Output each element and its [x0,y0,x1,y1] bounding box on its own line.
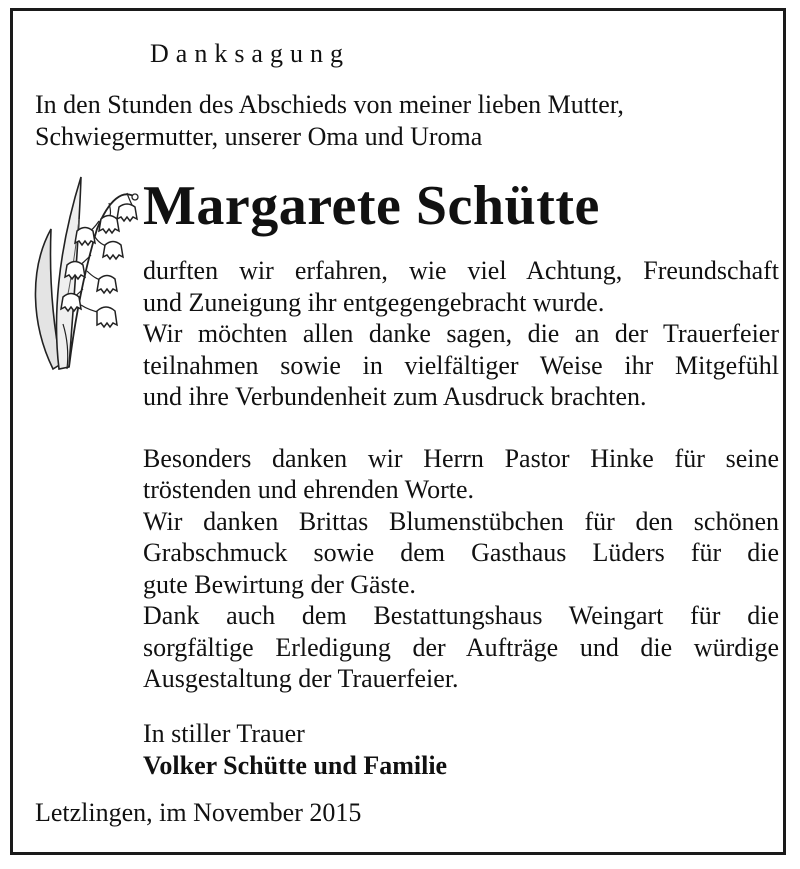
closing-greeting: In stiller Trauer [143,719,305,748]
text-line: teilnahmen sowie in vielfältiger Weise ihr Mitgefühl [143,350,779,380]
text-line: Ausgestaltung der Trauerfeier. [143,664,459,693]
paragraph-gratitude [143,255,779,413]
text-line: sorgfältige Erledigung der Aufträge und die würdige [143,632,779,662]
place-date: Letzlingen, im November 2015 [35,798,362,827]
notice-heading: Danksagung [150,39,350,68]
text-line: tröstenden und ehrenden Worte. [143,475,474,504]
text-line: Besonders danken wir Herrn Pastor Hinke für seine [143,443,779,473]
obituary-notice [10,8,786,855]
text-line: Grabschmuck sowie dem Gasthaus Lüders für die [143,538,779,567]
text-line: und Zuneigung ihr entgegengebracht wurde. [143,287,605,317]
intro-text [35,89,775,153]
text-line: gute Bewirtung der Gäste. [143,569,416,599]
text-line: und ihre Verbundenheit zum Ausdruck brachten. [143,382,647,411]
paragraph-thanks [143,443,779,695]
signer-name: Volker Schütte und Familie [143,751,448,780]
text-line: durften wir erfahren, wie viel Achtung, Freundschaft [143,256,779,285]
text-line: Dank auch dem Bestattungshaus Weingart für die [143,601,779,630]
text-line: Wir danken Brittas Blumenstübchen für den schönen [143,506,779,536]
notice-body [143,255,779,695]
deceased-name: Margarete Schütte [143,175,600,237]
lily-of-the-valley-icon [23,159,141,374]
intro-line: Schwiegermutter, unserer Oma und Uroma [35,122,483,151]
intro-line: In den Stunden des Abschieds von meiner lieben Mutter, [35,90,624,119]
closing-block [143,718,447,782]
text-line: Wir möchten allen danke sagen, die an der Trauerfeier [143,319,779,348]
